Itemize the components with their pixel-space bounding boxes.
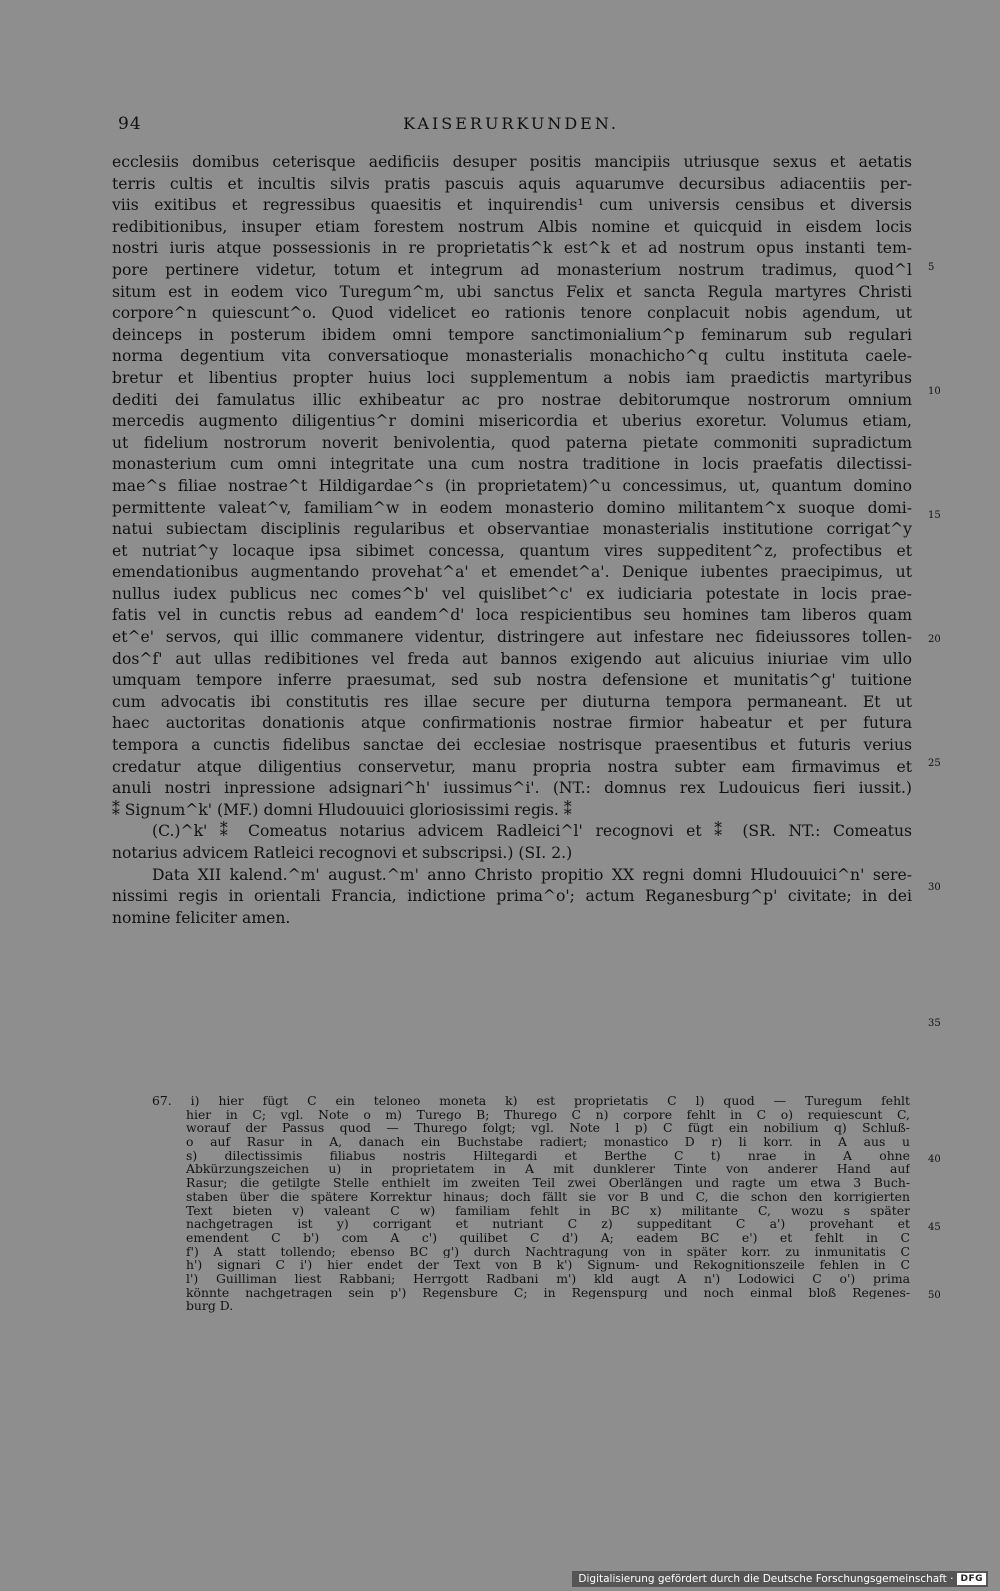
text-line: haec auctoritas donationis atque confirmationis nostrae firmior habeatur et per futura [112, 714, 912, 733]
footnote-line: h') signari C i') hier endet der Text von B k') Signum- und Rekognitionszeile fehlen in C [186, 1258, 910, 1272]
text-line: monasterium cum omni integritate una cum nostra traditione in locis praefatis dilectissi- [112, 455, 912, 474]
text-line: norma degentium vita conversatioque monasterialis monachicho^q cultu instituta caele- [112, 347, 912, 366]
footnotes [152, 1094, 910, 1313]
margin-line-number: 15 [928, 510, 941, 521]
text-line: situm est in eodem vico Turegum^m, ubi sanctus Felix et sancta Regula martyres Christi [112, 282, 912, 301]
footnote-line: emendent C b') com A c') quilibet C d') A; eadem BC e') et fehlt in C [186, 1230, 910, 1245]
text-line: permittente valeat^v, familiam^w in eodem monasterio domino militantem^x suoque domi- [112, 498, 912, 517]
digitization-credit [572, 1571, 988, 1587]
footnote-line: f') A statt tollendo; ebenso BC g') durch Nachtragung von in später korr. zu inmunitatis C [186, 1244, 910, 1259]
margin-line-number: 30 [928, 882, 941, 893]
footnote-line: Rasur; die getilgte Stelle enthielt im zweiten Teil zwei Oberlängen und ragte um etwa 3 Buch- [186, 1176, 910, 1190]
text-line: nullus iudex publicus nec comes^b' vel quislibet^c' ex iudiciaria potestate in locis prae- [112, 584, 912, 603]
text-line: cum advocatis ibi constitutis res illae secure per diuturna tempora permaneant. Et ut [112, 692, 912, 711]
footnote-line: 67. i) hier fügt C ein teloneo moneta k) est proprietatis C l) quod — Turegum fehlt [152, 1094, 910, 1108]
footnote-line: s) dilectissimis filiabus nostris Hiltegardi et Berthe C t) nrae in A ohne [186, 1148, 910, 1163]
text-line: anuli nostri inpressione adsignari^h' iussimus^i'. (NT.: domnus rex Ludouicus fieri iussit.) [112, 779, 912, 798]
text-line: et nutriat^y locaque ipsa sibimet concessa, quantum vires suppeditent^z, profectibus et [112, 541, 912, 560]
text-line: dos^f' aut ullas redibitiones vel freda aut bannos exigendo aut alicuius iniuriae vim ullo [112, 649, 912, 668]
text-line: viis exitibus et regressibus quaesitis et inquirendis¹ cum universis censibus et diversis [112, 196, 912, 215]
footnote-line: nachgetragen ist y) corrigant et nutriant C z) suppeditant C a') provehant et [186, 1217, 910, 1231]
dfg-logo: DFG [957, 1573, 986, 1585]
text-line: dediti dei famulatus illic exhibeatur ac pro nostrae debitorumque nostrorum omnium [112, 390, 912, 409]
margin-line-number: 40 [928, 1154, 941, 1165]
text-line: bretur et libentius propter huius loci supplementum a nobis iam praedictis martyribus [112, 368, 912, 387]
footnote-line: o auf Rasur in A, danach ein Buchstabe radiert; monastico D r) li korr. in A aus u [186, 1135, 910, 1149]
text-line: nostri iuris atque possessionis in re proprietatis^k est^k et ad nostrum opus instanti tem- [112, 239, 912, 258]
text-line: ecclesiis domibus ceterisque aedificiis desuper positis mancipiis utriusque sexus et aetatis [112, 153, 912, 171]
footnote-line: könnte nachgetragen sein p') Regensbure C; in Regenspurg und noch einmal bloß Regenes- [186, 1285, 910, 1300]
recognition-line: notarius advicem Ratleici recognovi et subscripsi.) (SI. 2.) [112, 844, 573, 862]
recognition-line: (C.)^k' ⁑ Comeatus notarius advicem Radleici^l' recognovi et ⁑ (SR. NT.: Comeatus [152, 822, 912, 841]
footnote-line: worauf der Passus quod — Thurego folgt; vgl. Note l p) C fügt ein nobilium q) Schluß- [186, 1121, 910, 1136]
signum-line: ⁑ Signum^k' (MF.) domni Hludouuici gloriosissimi regis. ⁑ [112, 800, 572, 819]
text-line: deinceps in posterum ibidem omni tempore sanctimonialium^p feminarum sub regulari [112, 325, 912, 344]
text-line: umquam tempore inferre praesumat, sed sub nostra defensione et munitatis^g' tuitione [112, 671, 912, 690]
text-line: natui subiectam disciplinis regularibus et observantiae monasterialis institutione corrigat^y [112, 520, 912, 539]
text-line: mercedis augmento diligentius^r domini misericordia et uberius exoretur. Volumus etiam, [112, 412, 912, 431]
footnote-line: burg D. [186, 1299, 234, 1313]
margin-line-number: 35 [928, 1018, 941, 1029]
text-line: corpore^n quiescunt^o. Quod videlicet eo rationis tenore conplacuit nobis agendum, ut [112, 304, 912, 323]
margin-line-number: 45 [928, 1222, 941, 1233]
text-line: pore pertinere videtur, totum et integrum ad monasterium nostrum tradimus, quod^l [112, 260, 912, 279]
text-line: ut fidelium nostrorum noverit benivolentia, quod paterna pietate commoniti supradictum [112, 433, 912, 452]
footnote-line: Text bieten v) valeant C w) familiam fehlt in BC x) militante C, wozu s später [186, 1203, 910, 1218]
running-title: KAISERURKUNDEN. [403, 114, 619, 133]
footnote-line: staben über die spätere Korrektur hinaus; doch fällt sie vor B und C, die schon den korrigierten [186, 1189, 910, 1204]
margin-line-number: 25 [928, 758, 941, 769]
margin-line-number: 50 [928, 1290, 941, 1301]
text-line: fatis vel in cunctis rebus ad eandem^d' loca respicientibus seu homines tam liberos quam [112, 606, 912, 625]
credit-text: Digitalisierung gefördert durch die Deutsche Forschungsgemeinschaft · [578, 1573, 954, 1585]
text-line: mae^s filiae nostrae^t Hildigardae^s (in proprietatem)^u concessimus, ut, quantum domino [112, 476, 912, 495]
text-line: emendationibus augmentando provehat^a' et emendet^a'. Denique iubentes praecipimus, ut [112, 563, 912, 582]
margin-line-number: 10 [928, 386, 941, 397]
dating-line: nomine feliciter amen. [112, 908, 291, 927]
text-line: redibitionibus, insuper etiam forestem nostrum Albis nomine et quicquid in eisdem locis [112, 217, 912, 236]
text-line: tempora a cunctis fidelibus sanctae dei ecclesiae nostrisque praesentibus et futuris verius [112, 736, 912, 755]
dating-line: nissimi regis in orientali Francia, indictione prima^o'; actum Reganesburg^p' civitate; in dei [112, 887, 912, 906]
footnote-line: l') Guilliman liest Rabbani; Herrgott Radbani m') kld augt A n') Lodowici C o') prima [186, 1271, 910, 1286]
page-number: 94 [118, 114, 142, 134]
dating-line: Data XII kalend.^m' august.^m' anno Christo propitio XX regni domni Hludouuici^n' sere- [152, 865, 912, 884]
charter-text [112, 152, 912, 929]
footnote-line: hier in C; vgl. Note o m) Turego B; Thurego C n) corpore fehlt in C o) requiescunt C, [186, 1107, 910, 1122]
text-line: credatur atque diligentius conservetur, manu propria nostra subter eam firmavimus et [112, 757, 912, 776]
footnote-line: Abkürzungszeichen u) in proprietatem in A mit dunklerer Tinte von anderer Hand auf [186, 1162, 910, 1177]
text-line: et^e' servos, qui illic commanere videntur, distringere aut infestare nec fideiussores tollen- [112, 628, 912, 647]
margin-line-number: 5 [928, 262, 935, 273]
margin-line-number: 20 [928, 634, 941, 645]
text-line: terris cultis et incultis silvis pratis pascuis aquis aquarumve decursibus adiacentiis per- [112, 174, 912, 193]
page-header [112, 114, 910, 142]
